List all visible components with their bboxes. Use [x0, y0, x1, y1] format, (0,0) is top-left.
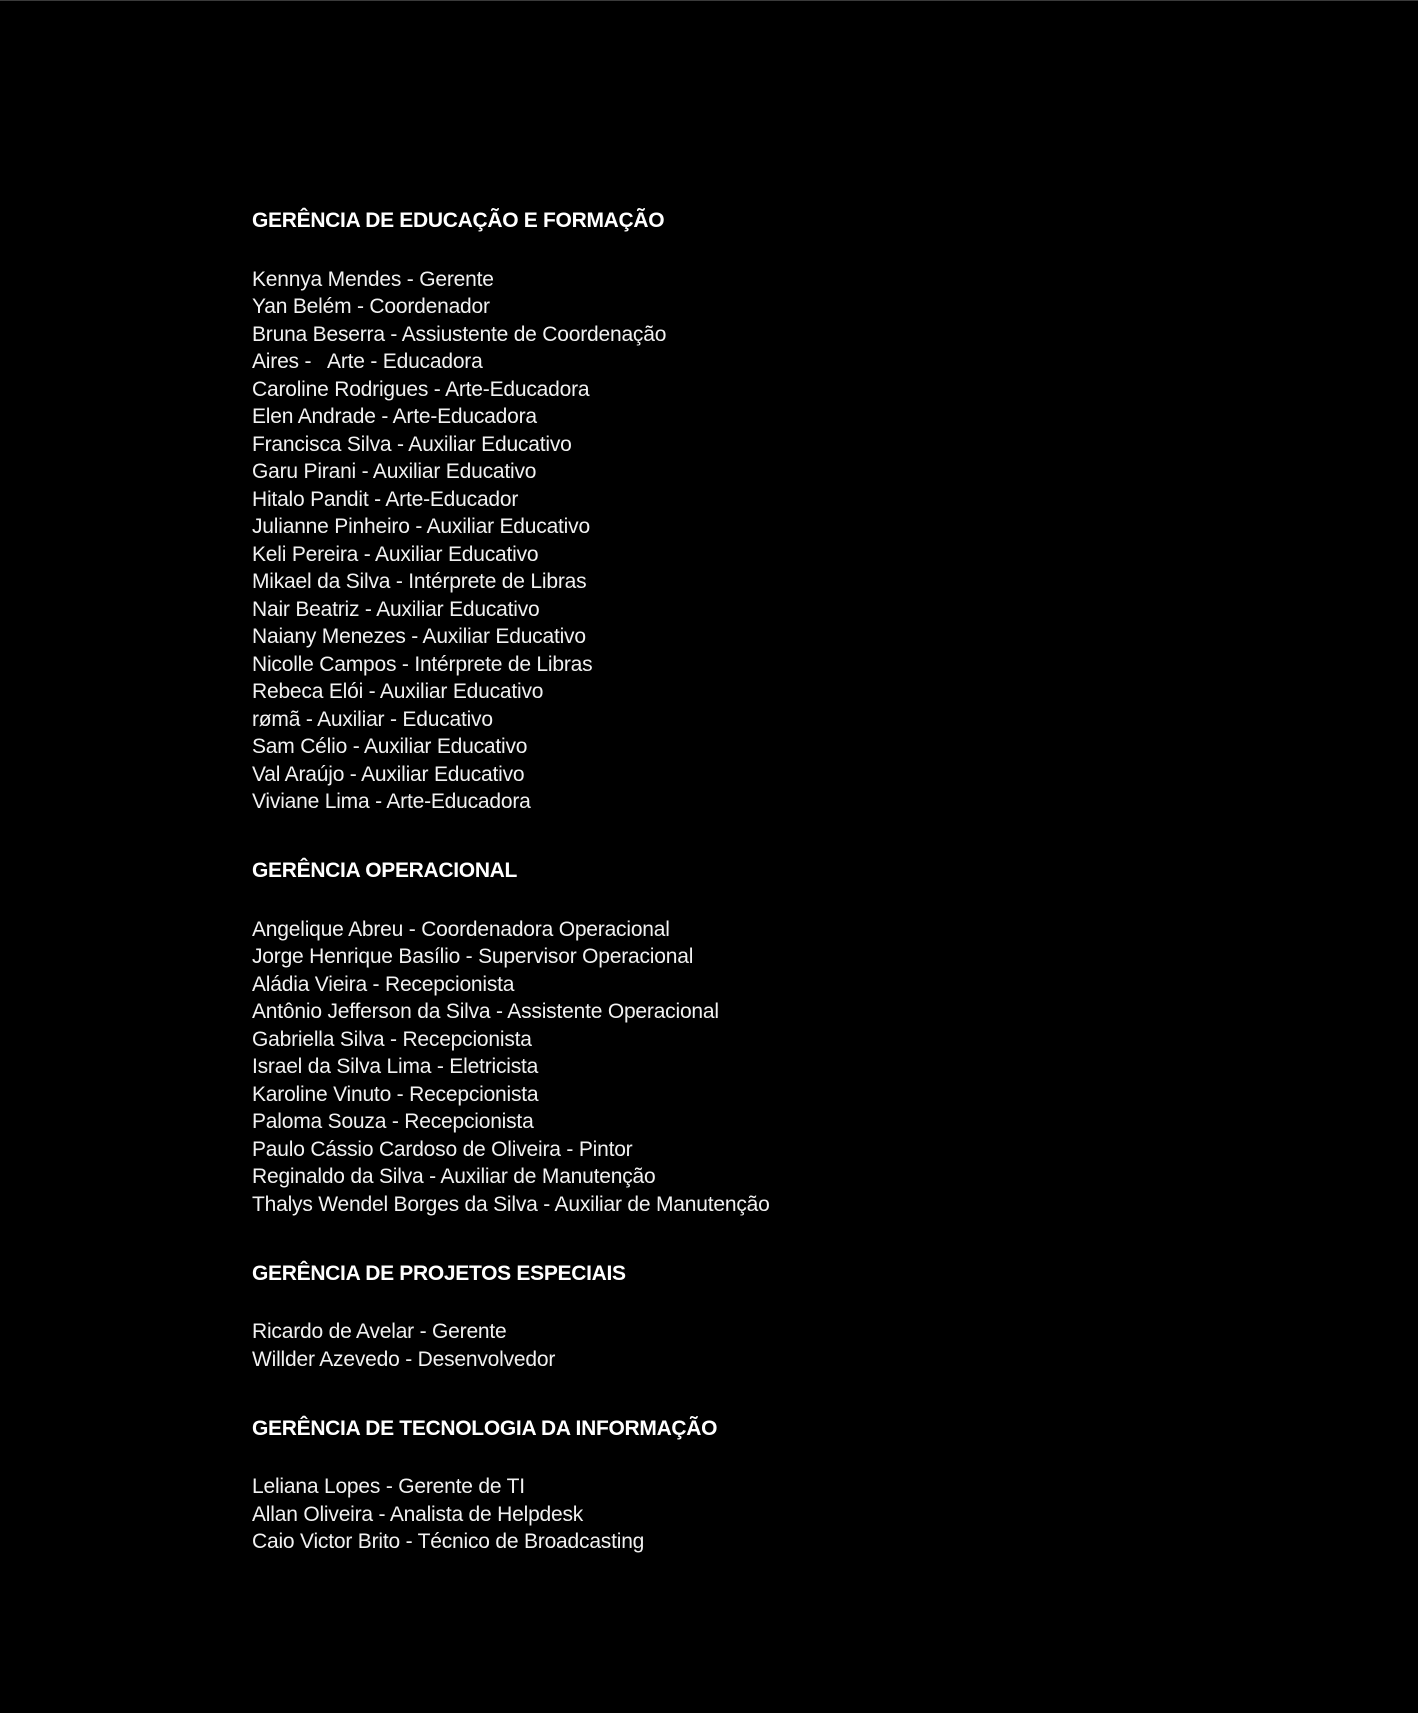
member-item: Naiany Menezes - Auxiliar Educativo [252, 625, 586, 649]
member-list [252, 916, 1252, 1219]
member-item: Elen Andrade - Arte-Educadora [252, 405, 537, 429]
member-item: Hitalo Pandit - Arte-Educador [252, 487, 519, 511]
member-item: Julianne Pinheiro - Auxiliar Educativo [252, 515, 590, 539]
member-item: Gabriella Silva - Recepcionista [252, 1027, 532, 1051]
member-list [252, 1318, 1252, 1373]
top-divider [0, 0, 1418, 1]
section-tecnologia-informacao [252, 1401, 1252, 1556]
member-item: Nicolle Campos - Intérprete de Libras [252, 652, 593, 676]
section-projetos-especiais [252, 1246, 1252, 1373]
member-item: Allan Oliveira - Analista de Helpdesk [252, 1502, 584, 1526]
member-item: Bruna Beserra - Assiustente de Coordenação [252, 322, 667, 346]
section-operacional [252, 843, 1252, 1218]
section-title: GERÊNCIA DE EDUCAÇÃO E FORMAÇÃO [252, 209, 665, 233]
member-item: Paulo Cássio Cardoso de Oliveira - Pintor [252, 1137, 633, 1161]
member-item: Viviane Lima - Arte-Educadora [252, 790, 531, 814]
member-item: Paloma Souza - Recepcionista [252, 1110, 534, 1134]
member-item: Mikael da Silva - Intérprete de Libras [252, 570, 587, 594]
member-item: Angelique Abreu - Coordenadora Operacional [252, 917, 670, 941]
member-item: Francisca Silva - Auxiliar Educativo [252, 432, 572, 456]
member-item: Jorge Henrique Basílio - Supervisor Operacional [252, 945, 694, 969]
member-item: Reginaldo da Silva - Auxiliar de Manutenção [252, 1165, 656, 1189]
member-item: Thalys Wendel Borges da Silva - Auxiliar de Manutenção [252, 1192, 770, 1216]
member-item: Ricardo de Avelar - Gerente [252, 1320, 507, 1344]
credits-page [252, 176, 1252, 1556]
member-item: Willder Azevedo - Desenvolvedor [252, 1347, 556, 1371]
member-item: Aires - Arte - Educadora [252, 350, 483, 374]
member-list [252, 1473, 1252, 1556]
member-item: Aládia Vieira - Recepcionista [252, 972, 515, 996]
member-item: Israel da Silva Lima - Eletricista [252, 1055, 539, 1079]
section-title: GERÊNCIA OPERACIONAL [252, 859, 518, 883]
member-item: Keli Pereira - Auxiliar Educativo [252, 542, 539, 566]
member-item: Val Araújo - Auxiliar Educativo [252, 762, 525, 786]
member-item: Garu Pirani - Auxiliar Educativo [252, 460, 537, 484]
member-item: Yan Belém - Coordenador [252, 295, 490, 319]
member-item: Kennya Mendes - Gerente [252, 267, 494, 291]
member-item: Caroline Rodrigues - Arte-Educadora [252, 377, 590, 401]
member-item: Rebeca Elói - Auxiliar Educativo [252, 680, 544, 704]
section-title: GERÊNCIA DE TECNOLOGIA DA INFORMAÇÃO [252, 1416, 718, 1440]
member-item: Nair Beatriz - Auxiliar Educativo [252, 597, 540, 621]
member-item: Caio Victor Brito - Técnico de Broadcasting [252, 1530, 645, 1554]
section-title: GERÊNCIA DE PROJETOS ESPECIAIS [252, 1261, 626, 1285]
member-list [252, 266, 1252, 816]
member-item: rømã - Auxiliar - Educativo [252, 707, 493, 731]
member-item: Antônio Jefferson da Silva - Assistente Operacional [252, 1000, 719, 1024]
member-item: Leliana Lopes - Gerente de TI [252, 1475, 525, 1499]
member-item: Karoline Vinuto - Recepcionista [252, 1082, 539, 1106]
member-item: Sam Célio - Auxiliar Educativo [252, 735, 528, 759]
section-educacao-formacao [252, 193, 1252, 815]
